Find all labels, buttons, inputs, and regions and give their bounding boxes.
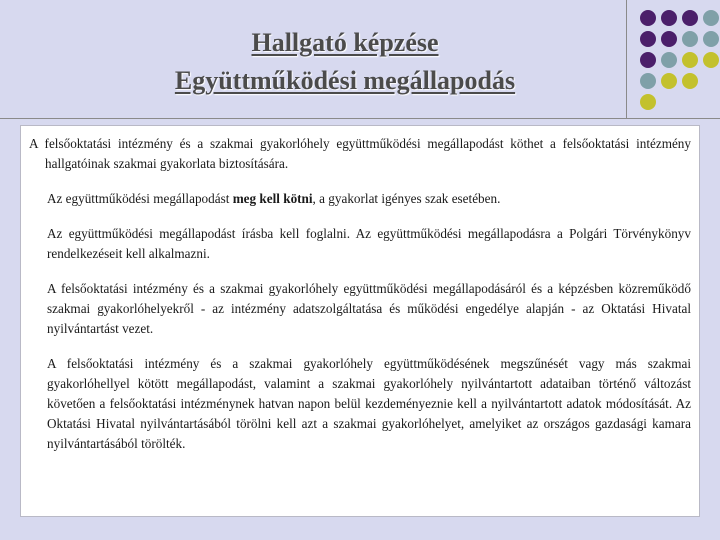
paragraph-3: Az együttműködési megállapodást írásba kell foglalni. Az együttműködési megállapodásra a Polgári Törvénykönyv rendelkezéseit kell alkalmazni. [47, 226, 691, 261]
decorative-dot [640, 94, 656, 110]
decorative-dot [640, 10, 656, 26]
decorative-dot [661, 10, 677, 26]
paragraph-4: A felsőoktatási intézmény és a szakmai gyakorlóhely együttműködési megállapodásáról és a képzésben közreműködő szakmai gyakorlóhelyekről - az intézmény adatszolgáltatása és működési engedélye alapján - az Oktatási Hivatal nyilvántartást vezet. [47, 281, 691, 336]
paragraph-2 [27, 189, 691, 209]
paragraph-2-emphasis: meg kell kötni [232, 191, 313, 206]
paragraph-5: A felsőoktatási intézmény és a szakmai gyakorlóhely együttműködésének megszűnését vagy más szakmai gyakorlóhellyel kötött megállapodást, valamint a szakmai gyakorlóhely nyilvántartott adataiban történő változást követően a felsőoktatási intézménynek hatvan napon belül kezdeményeznie kell a nyilvántartott adatok módosítását. Az Oktatási Hivatal nyilvántartásából törölni kell azt a szakmai gyakorlóhelyet, amelyiket az országos gazdasági kamara nyilvántartásából törölték. [47, 356, 691, 451]
decorative-dot [640, 73, 656, 89]
title-divider-vertical [626, 0, 627, 118]
decorative-dot [682, 10, 698, 26]
paragraph-1: A felsőoktatási intézmény és a szakmai gyakorlóhely együttműködési megállapodást köthet a felsőoktatási intézmény hallgatóinak szakmai gyakorlata biztosítására. [29, 136, 691, 171]
title-divider-horizontal [0, 118, 720, 119]
slide-title-line-1: Hallgató képzése [251, 28, 439, 57]
decorative-dot-grid [630, 0, 720, 118]
decorative-dot [682, 31, 698, 47]
paragraph-2-text-start: Az együttműködési megállapodást [47, 191, 233, 206]
decorative-dot [661, 31, 677, 47]
decorative-dot [640, 52, 656, 68]
slide-title-line-2: Együttműködési megállapodás [174, 66, 516, 95]
decorative-dot [703, 31, 719, 47]
decorative-dot [640, 31, 656, 47]
decorative-dot [661, 73, 677, 89]
decorative-dot [703, 10, 719, 26]
decorative-dot [703, 52, 719, 68]
decorative-dot [682, 52, 698, 68]
content-box [20, 125, 700, 517]
title-area [0, 0, 630, 118]
decorative-dot [682, 73, 698, 89]
paragraph-2-text-end: , a gyakorlat igényes szak esetében. [312, 191, 501, 206]
decorative-dot [661, 52, 677, 68]
